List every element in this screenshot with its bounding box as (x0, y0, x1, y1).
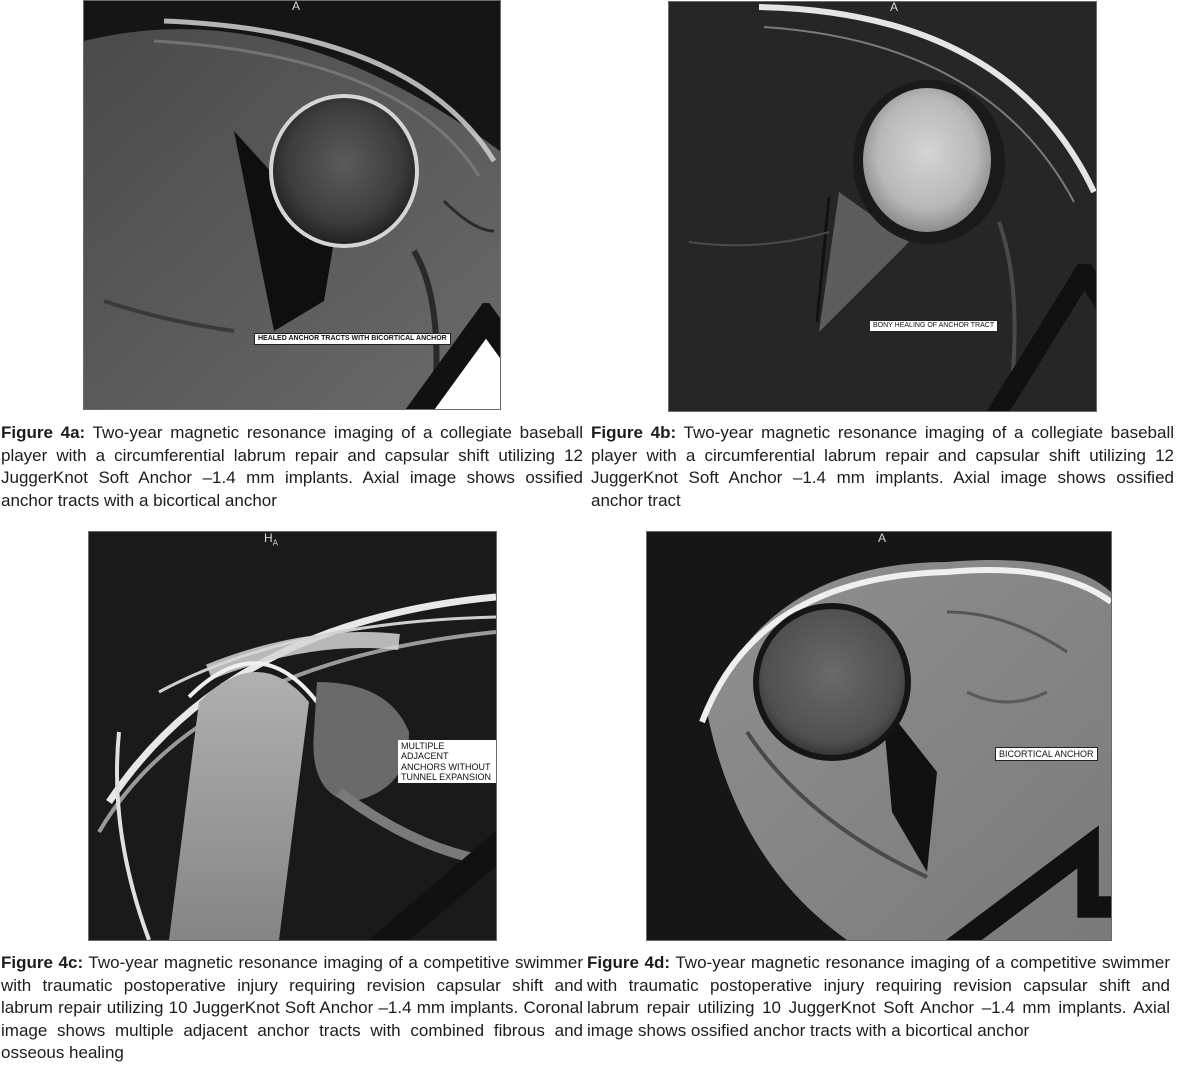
figure-4a-caption (1, 422, 583, 512)
figure-4c-mri-image (88, 531, 497, 941)
figure-4d-mri-image (646, 531, 1112, 941)
caption-label: Figure 4c: (1, 953, 84, 972)
caption-label: Figure 4d: (587, 953, 671, 972)
caption-text: Two-year magnetic resonance imaging of a collegiate baseball player with a circumferential labrum repair and capsular shift utilizing 12 JuggerKnot Soft Anchor –1.4 mm implants. Axial image shows ossified anchor tract (591, 423, 1175, 510)
annotation-label: MULTIPLE ADJACENT ANCHORS WITHOUT TUNNEL EXPANSION (398, 740, 496, 783)
orientation-label (264, 531, 278, 547)
up-arrow-icon (871, 264, 1097, 412)
up-arrow-icon (278, 303, 501, 410)
figure-4b-caption (591, 422, 1174, 512)
figure-4c-caption (1, 952, 583, 1065)
caption-label: Figure 4b: (591, 423, 677, 442)
figure-4a-mri-image (83, 0, 501, 410)
caption-text: Two-year magnetic resonance imaging of a competitive swimmer with traumatic postoperative injury requiring revision capsular shift and labrum repair utilizing 10 JuggerKnot Soft Anchor –1.4 mm implants. Coronal image shows multiple adjacent anchor tracts with combined fibrous and osseous healing (1, 953, 583, 1062)
caption-text: Two-year magnetic resonance imaging of a competitive swimmer with traumatic postoperative injury requiring revision capsular shift and labrum repair utilizing 10 JuggerKnot Soft Anchor –1.4 mm implants. Axial image shows ossified anchor tracts with a bicortical anchor (587, 953, 1170, 1040)
orientation-label: A (890, 1, 899, 14)
figure-4b-mri-image (668, 1, 1097, 412)
annotation-label: HEALED ANCHOR TRACTS WITH BICORTICAL ANCHOR (254, 333, 451, 345)
annotation-label: BONY HEALING OF ANCHOR TRACT (869, 320, 998, 332)
orientation-label: A (292, 0, 301, 13)
figure-4d-caption (587, 952, 1170, 1042)
orientation-label: A (878, 531, 887, 545)
caption-text: Two-year magnetic resonance imaging of a collegiate baseball player with a circumferential labrum repair and capsular shift utilizing 12 JuggerKnot Soft Anchor –1.4 mm implants. Axial image shows ossified anchor tracts with a bicortical anchor (1, 423, 584, 510)
annotation-label: BICORTICAL ANCHOR (995, 747, 1098, 761)
orientation-subscript: A (272, 538, 279, 548)
caption-label: Figure 4a: (1, 423, 86, 442)
left-arrow-icon (942, 746, 1112, 941)
orientation-letter: H (264, 531, 273, 545)
